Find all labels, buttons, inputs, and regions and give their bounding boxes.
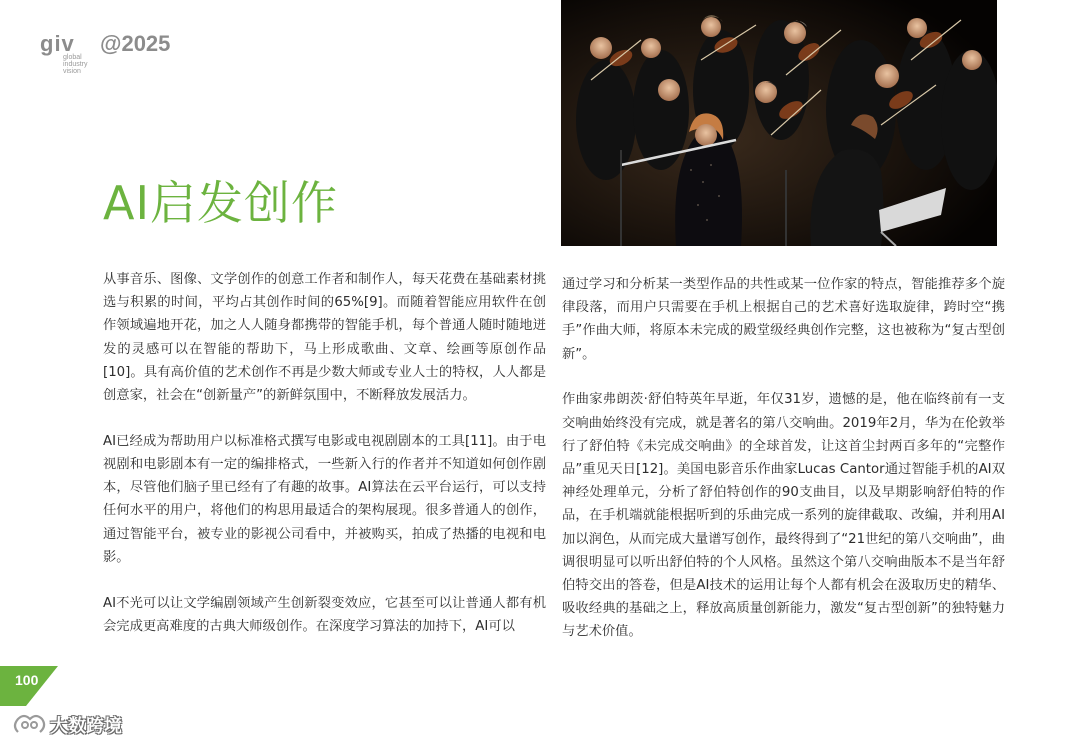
watermark bbox=[12, 712, 122, 738]
body-paragraph: 作曲家弗朗茨·舒伯特英年早逝，年仅31岁，遗憾的是，他在临终前有一支交响曲始终没有完成，就是著名的第八交响曲。2019年2月，华为在伦敦举行了舒伯特《未完成交响曲》的全球首发，让这首尘封两百多年的“完整作品”重见天日[12]。美国电影音乐作曲家Lucas Cantor通过智能手机的AI双神经处理单元，分析了舒伯特创作的90支曲目，以及早期影响舒伯特的作品，在手机端就能根据听到的乐曲完成一系列的旋律截取、改编，并利用AI加以润色，从而完成大量谱写创作，最终得到了“21世纪的第八交响曲”，曲调很明显可以听出舒伯特的个人风格。虽然这个第八交响曲版本不是当年舒伯特交出的答卷，但是AI技术的运用让每个人都有机会在汲取历史的精华、吸收经典的基础之上，释放高质量创新能力，激发“复古型创新”的独特魅力与艺术价值。 bbox=[562, 392, 1005, 640]
body-paragraph: AI不光可以让文学编剧领域产生创新裂变效应，它甚至可以让普通人都有机会完成更高难度的古典大师级创作。在深度学习算法的加持下，AI可以 bbox=[103, 595, 546, 634]
right-column bbox=[562, 273, 1005, 666]
orchestra-photo-illustration bbox=[561, 0, 997, 246]
body-paragraph: 从事音乐、图像、文学创作的创意工作者和制作人，每天花费在基础素材挑选与积累的时间，平均占其创作时间的65%[9]。而随着智能应用软件在创作领域遍地开花，加之人人随身都携带的智能手机，每个普通人随时随地迸发的灵感可以在智能的帮助下，马上形成歌曲、文章、绘画等原创作品[10]。具有高价值的艺术创作不再是少数大师或专业人士的特权，人人都是创意家，社会在“创新量产”的新鲜氛围中，不断释放发展活力。 bbox=[103, 272, 546, 404]
orchestra-photo bbox=[561, 0, 997, 246]
logo-subtitle bbox=[63, 54, 88, 75]
giv-logo-mark bbox=[40, 32, 92, 82]
left-column bbox=[103, 268, 546, 661]
watermark-text: 大数跨境 bbox=[50, 716, 122, 737]
logo-word: giv bbox=[40, 31, 75, 56]
section-title: AI启发创作 bbox=[103, 176, 339, 230]
logo-sub-line: global bbox=[63, 54, 82, 61]
body-paragraph: AI已经成为帮助用户以标准格式撰写电影或电视剧剧本的工具[11]。由于电视剧和电影剧本有一定的编排格式，一些新入行的作者并不知道如何创作剧本，尽管他们脑子里已经有了有趣的故事。AI算法在云平台运行，可以支持任何水平的用户，将他们的构思用最适合的架构展现。很多普通人的创作，通过智能平台，被专业的影视公司看中，并被购买，拍成了热播的电视和电影。 bbox=[103, 433, 546, 565]
year-label: @2025 bbox=[100, 31, 171, 56]
logo-sub-line: industry bbox=[63, 61, 88, 68]
page-number: 100 bbox=[15, 672, 39, 688]
body-paragraph: 通过学习和分析某一类型作品的共性或某一位作家的特点，智能推荐多个旋律段落，而用户只需要在手机上根据自己的艺术喜好选取旋律，跨时空“携手”作曲大师，将原本未完成的殿堂级经典创作完整，这也被称为“复古型创新”。 bbox=[562, 277, 1005, 362]
giv-logo bbox=[40, 32, 170, 82]
logo-sub-line: vision bbox=[63, 68, 81, 75]
watermark-logo-icon bbox=[12, 712, 46, 738]
